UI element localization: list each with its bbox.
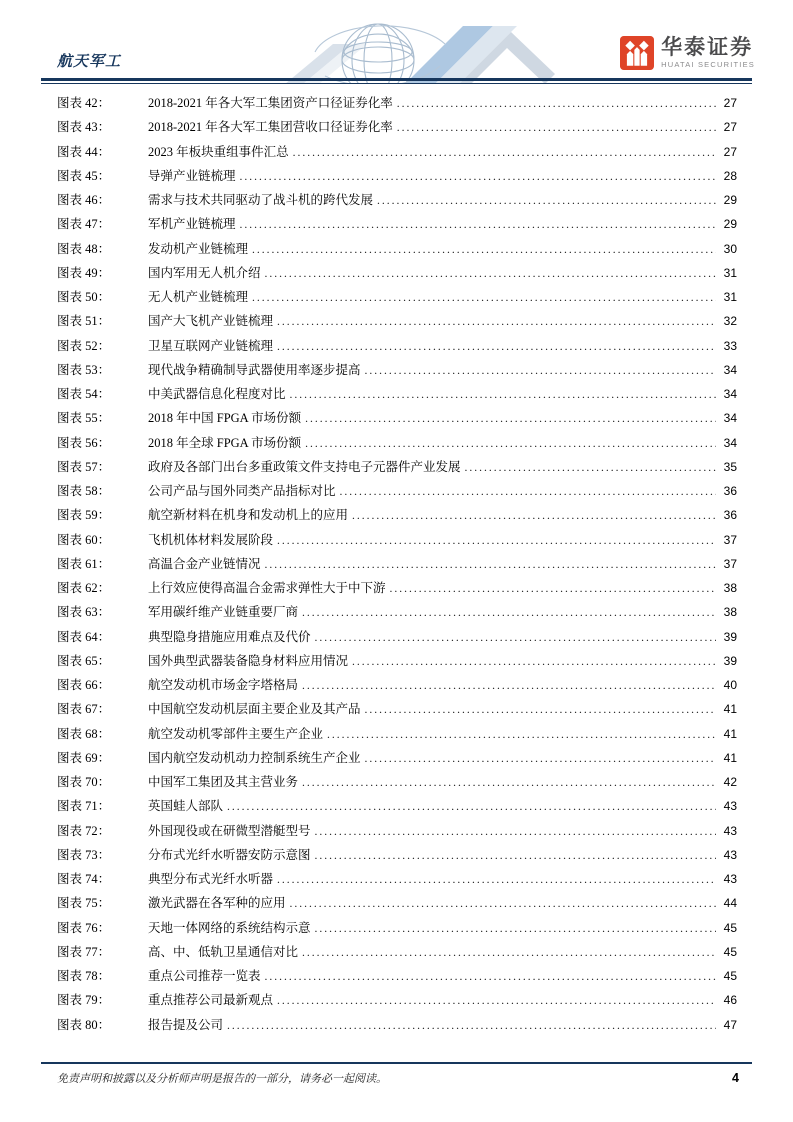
toc-entry-title: 2018 年中国 FPGA 市场份额 <box>148 411 302 426</box>
toc-entry-title: 典型分布式光纤水听器 <box>148 872 274 886</box>
toc-dot-leader <box>240 169 716 184</box>
toc-entry-title: 中国军工集团及其主营业务 <box>148 775 299 789</box>
toc-dot-leader <box>302 945 716 960</box>
toc-entry[interactable] <box>57 433 737 457</box>
toc-dot-leader <box>290 387 716 402</box>
toc-entry-page: 31 <box>723 290 737 304</box>
toc-entry-page: 37 <box>723 532 737 547</box>
toc-entry-title: 航空发动机零部件主要生产企业 <box>148 726 324 741</box>
toc-dot-leader <box>352 508 716 523</box>
toc-entry-page: 34 <box>723 435 737 450</box>
toc-entry-title: 2018 年全球 FPGA 市场份额 <box>148 435 302 450</box>
toc-entry-page: 47 <box>723 1017 737 1032</box>
toc-entry-title: 公司产品与国外同类产品指标对比 <box>148 484 336 498</box>
toc-entry-title: 无人机产业链梳理 <box>148 290 249 304</box>
toc-entry-label: 图表 75： <box>57 896 111 911</box>
toc-entry[interactable] <box>57 190 737 214</box>
toc-dot-leader <box>352 654 716 669</box>
toc-entry[interactable] <box>57 457 737 481</box>
toc-dot-leader <box>227 1018 716 1033</box>
toc-entry[interactable] <box>57 384 737 408</box>
toc-dot-leader <box>252 290 716 305</box>
toc-entry-page: 34 <box>723 411 737 426</box>
toc-dot-leader <box>377 193 716 208</box>
toc-dot-leader <box>465 460 716 475</box>
toc-entry-label: 图表 69： <box>57 750 111 765</box>
toc-entry-title: 重点公司推荐一览表 <box>148 969 261 983</box>
toc-entry[interactable] <box>57 311 737 335</box>
toc-dot-leader <box>390 581 716 596</box>
page-number: 4 <box>732 1071 739 1085</box>
toc-dot-leader <box>252 242 716 257</box>
toc-dot-leader <box>265 557 716 572</box>
toc-entry-title: 上行效应使得高温合金需求弹性大于中下游 <box>148 581 386 595</box>
toc-entry[interactable] <box>57 214 737 238</box>
toc-dot-leader <box>227 799 716 814</box>
toc-entry-title: 军用碳纤维产业链重要厂商 <box>148 605 299 620</box>
toc-entry[interactable] <box>57 360 737 384</box>
toc-dot-leader <box>305 436 716 451</box>
toc-entry-label: 图表 72： <box>57 823 111 838</box>
toc-dot-leader <box>302 678 716 693</box>
toc-entry-label: 图表 43： <box>57 120 111 135</box>
toc-entry[interactable] <box>57 505 737 529</box>
toc-dot-leader <box>277 314 716 329</box>
toc-entry-title: 卫星互联网产业链梳理 <box>148 338 274 353</box>
toc-entry-page: 30 <box>723 241 737 256</box>
toc-dot-leader <box>277 533 716 548</box>
toc-entry-page: 36 <box>723 484 737 498</box>
toc-entry[interactable] <box>57 481 737 505</box>
toc-entry-label: 图表 79： <box>57 993 111 1008</box>
toc-entry-title: 航空发动机市场金字塔格局 <box>148 678 299 692</box>
toc-entry-page: 45 <box>723 969 737 983</box>
toc-entry[interactable] <box>57 918 737 942</box>
toc-entry[interactable] <box>57 869 737 893</box>
toc-dot-leader <box>290 896 716 911</box>
toc-entry-title: 英国蛙人部队 <box>148 799 224 814</box>
toc-entry-label: 图表 70： <box>57 775 111 789</box>
toc-entry-label: 图表 47： <box>57 217 111 232</box>
toc-dot-leader <box>315 630 716 645</box>
toc-entry-page: 42 <box>723 775 737 789</box>
toc-dot-leader <box>340 484 716 499</box>
toc-entry-page: 40 <box>723 678 737 692</box>
toc-entry[interactable] <box>57 578 737 602</box>
toc-entry-title: 报告提及公司 <box>148 1017 224 1032</box>
page-footer <box>57 1070 739 1086</box>
toc-entry-page: 38 <box>723 581 737 595</box>
toc-entry-page: 45 <box>723 944 737 959</box>
toc-entry-title: 国产大飞机产业链梳理 <box>148 314 274 329</box>
toc-entry[interactable] <box>57 845 737 869</box>
toc-entry[interactable] <box>57 602 737 626</box>
toc-entry-title: 需求与技术共同驱动了战斗机的跨代发展 <box>148 193 374 207</box>
toc-entry[interactable] <box>57 627 737 651</box>
toc-dot-leader <box>240 217 716 232</box>
toc-entry[interactable] <box>57 966 737 990</box>
toc-entry[interactable] <box>57 724 737 748</box>
toc-dot-leader <box>265 266 716 281</box>
toc-entry-title: 军机产业链梳理 <box>148 217 236 232</box>
toc-entry-title: 2018-2021 年各大军工集团营收口径证券化率 <box>148 120 393 135</box>
toc-entry-label: 图表 52： <box>57 338 111 353</box>
toc-dot-leader <box>302 775 716 790</box>
toc-entry[interactable] <box>57 554 737 578</box>
toc-entry-page: 29 <box>723 217 737 232</box>
toc-entry-title: 天地一体网络的系统结构示意 <box>148 920 311 935</box>
toc-dot-leader <box>277 872 716 887</box>
toc-entry[interactable] <box>57 748 737 772</box>
toc-entry-label: 图表 60： <box>57 532 111 547</box>
toc-entry[interactable] <box>57 675 737 699</box>
report-category: 航天军工 <box>57 54 122 70</box>
toc-entry-label: 图表 42： <box>57 96 111 110</box>
toc-entry-title: 导弹产业链梳理 <box>148 168 236 183</box>
toc-entry-title: 2023 年板块重组事件汇总 <box>148 144 289 159</box>
toc-entry-title: 典型隐身措施应用难点及代价 <box>148 629 311 644</box>
globe-watermark <box>255 22 565 84</box>
toc-entry-title: 现代战争精确制导武器使用率逐步提高 <box>148 362 361 377</box>
toc-entry-page: 28 <box>723 168 737 183</box>
toc-dot-leader <box>397 96 716 111</box>
toc-entry-page: 31 <box>723 265 737 280</box>
toc-entry[interactable] <box>57 942 737 966</box>
toc-entry-label: 图表 63： <box>57 605 111 620</box>
toc-entry-label: 图表 45： <box>57 168 111 183</box>
footer-rule <box>41 1062 752 1064</box>
toc-entry-label: 图表 44： <box>57 144 111 159</box>
toc-entry-label: 图表 53： <box>57 362 111 377</box>
toc-dot-leader <box>277 993 716 1008</box>
toc-dot-leader <box>315 921 716 936</box>
toc-entry-label: 图表 59： <box>57 508 111 523</box>
toc-entry[interactable] <box>57 239 737 263</box>
toc-dot-leader <box>315 848 716 863</box>
toc-entry[interactable] <box>57 821 737 845</box>
brand-name-en: HUATAI SECURITIES <box>661 60 755 70</box>
huatai-logo-icon <box>620 36 654 70</box>
toc-entry[interactable] <box>57 893 737 917</box>
toc-entry-title: 国外典型武器装备隐身材料应用情况 <box>148 653 349 668</box>
toc-entry-title: 航空新材料在机身和发动机上的应用 <box>148 508 349 523</box>
toc-entry-label: 图表 46： <box>57 193 111 207</box>
toc-entry-page: 36 <box>723 508 737 523</box>
toc-dot-leader <box>302 605 716 620</box>
toc-dot-leader <box>293 145 716 160</box>
toc-entry-label: 图表 80： <box>57 1017 111 1032</box>
toc-entry-page: 41 <box>723 702 737 717</box>
toc-entry-page: 34 <box>723 387 737 401</box>
toc-entry-label: 图表 76： <box>57 920 111 935</box>
toc-entry[interactable] <box>57 699 737 723</box>
toc-entry-label: 图表 64： <box>57 629 111 644</box>
toc-entry-page: 43 <box>723 872 737 886</box>
toc-entry-page: 39 <box>723 629 737 644</box>
toc-entry[interactable] <box>57 287 737 311</box>
toc-entry-label: 图表 77： <box>57 944 111 959</box>
toc-entry[interactable] <box>57 408 737 432</box>
toc-entry-page: 45 <box>723 920 737 935</box>
toc-entry-page: 34 <box>723 362 737 377</box>
toc-entry-label: 图表 62： <box>57 581 111 595</box>
toc-entry-page: 35 <box>723 459 737 474</box>
toc-entry-label: 图表 73： <box>57 847 111 862</box>
toc-entry[interactable] <box>57 772 737 796</box>
header-rule <box>41 78 752 84</box>
toc-entry-page: 41 <box>723 750 737 765</box>
toc-entry-title: 中国航空发动机层面主要企业及其产品 <box>148 702 361 717</box>
toc-entry[interactable] <box>57 796 737 820</box>
toc-entry-label: 图表 55： <box>57 411 111 426</box>
toc-entry-label: 图表 61： <box>57 556 111 571</box>
toc-entry-label: 图表 68： <box>57 726 111 741</box>
toc-entry-page: 37 <box>723 556 737 571</box>
toc-entry-title: 发动机产业链梳理 <box>148 241 249 256</box>
toc-entry-label: 图表 65： <box>57 653 111 668</box>
toc-entry-page: 43 <box>723 823 737 838</box>
toc-dot-leader <box>365 751 716 766</box>
toc-entry-label: 图表 57： <box>57 459 111 474</box>
toc-entry-title: 政府及各部门出台多重政策文件支持电子元器件产业发展 <box>148 459 461 474</box>
brand-name-cn: 华泰证券 <box>661 36 754 60</box>
toc-entry-page: 32 <box>723 314 737 329</box>
toc-dot-leader <box>277 339 716 354</box>
toc-entry-page: 29 <box>723 193 737 207</box>
toc-entry-page: 27 <box>723 96 737 110</box>
toc-entry[interactable] <box>57 166 737 190</box>
toc-entry-title: 国内军用无人机介绍 <box>148 265 261 280</box>
toc-entry-label: 图表 50： <box>57 290 111 304</box>
toc-entry-label: 图表 74： <box>57 872 111 886</box>
toc-entry-label: 图表 66： <box>57 678 111 692</box>
toc-entry-title: 分布式光纤水听器安防示意图 <box>148 847 311 862</box>
toc-entry-title: 重点推荐公司最新观点 <box>148 993 274 1008</box>
toc-entry-title: 高、中、低轨卫星通信对比 <box>148 944 299 959</box>
toc-entry[interactable] <box>57 93 737 117</box>
toc-entry-page: 27 <box>723 144 737 159</box>
toc-entry[interactable] <box>57 263 737 287</box>
toc-entry-title: 高温合金产业链情况 <box>148 556 261 571</box>
toc-entry-label: 图表 58： <box>57 484 111 498</box>
toc-entry-page: 38 <box>723 605 737 620</box>
toc-entry-title: 中美武器信息化程度对比 <box>148 387 286 401</box>
toc-entry-label: 图表 78： <box>57 969 111 983</box>
toc-entry[interactable] <box>57 1015 737 1039</box>
toc-entry-label: 图表 71： <box>57 799 111 814</box>
toc-entry-label: 图表 67： <box>57 702 111 717</box>
disclaimer-text: 免责声明和披露以及分析师声明是报告的一部分，请务必一起阅读。 <box>57 1073 387 1085</box>
toc-entry-label: 图表 51： <box>57 314 111 329</box>
toc-entry[interactable] <box>57 990 737 1014</box>
toc-dot-leader <box>327 727 716 742</box>
toc-entry-page: 27 <box>723 120 737 135</box>
toc-entry-page: 43 <box>723 799 737 814</box>
toc-entry[interactable] <box>57 530 737 554</box>
toc-entry-page: 43 <box>723 847 737 862</box>
huatai-logo <box>620 36 755 70</box>
toc-dot-leader <box>397 120 716 135</box>
toc-entry-page: 39 <box>723 653 737 668</box>
toc-entry-label: 图表 48： <box>57 241 111 256</box>
toc-entry-page: 41 <box>723 726 737 741</box>
toc-entry[interactable] <box>57 336 737 360</box>
toc-dot-leader <box>315 824 716 839</box>
toc-entry[interactable] <box>57 117 737 141</box>
toc-dot-leader <box>265 969 716 984</box>
toc-entry-title: 2018-2021 年各大军工集团资产口径证券化率 <box>148 96 393 110</box>
toc-entry-title: 飞机机体材料发展阶段 <box>148 532 274 547</box>
toc-entry[interactable] <box>57 142 737 166</box>
toc-entry-label: 图表 56： <box>57 435 111 450</box>
toc-entry-title: 外国现役或在研微型潜艇型号 <box>148 823 311 838</box>
toc-entry-page: 46 <box>723 993 737 1008</box>
toc-entry-title: 国内航空发动机动力控制系统生产企业 <box>148 750 361 765</box>
toc-dot-leader <box>365 363 716 378</box>
toc-entry[interactable] <box>57 651 737 675</box>
toc-dot-leader <box>365 702 716 717</box>
toc-entry-label: 图表 54： <box>57 387 111 401</box>
toc-entry-label: 图表 49： <box>57 265 111 280</box>
toc-entry-page: 44 <box>723 896 737 911</box>
toc-entry-page: 33 <box>723 338 737 353</box>
toc-entry-title: 激光武器在各军种的应用 <box>148 896 286 911</box>
toc-figure-list <box>57 93 737 1039</box>
toc-dot-leader <box>305 411 716 426</box>
